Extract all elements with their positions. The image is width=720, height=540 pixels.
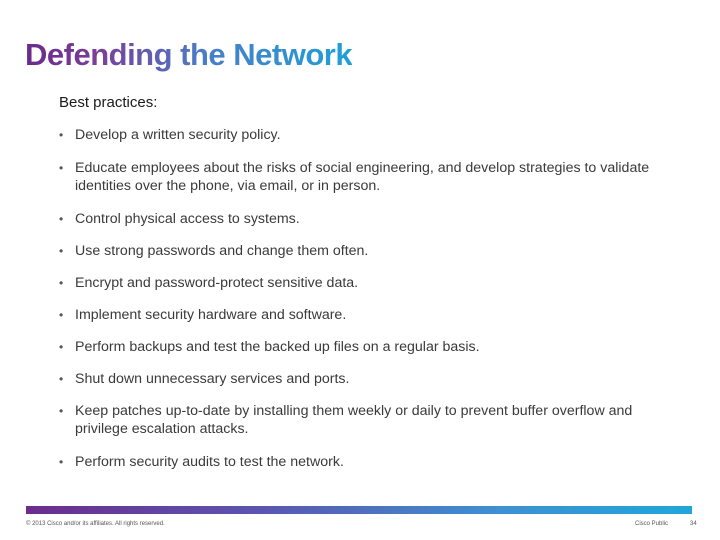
list-item-text: Use strong passwords and change them often. bbox=[75, 243, 369, 259]
bullet-icon: • bbox=[59, 212, 64, 226]
footer-copyright: © 2013 Cisco and/or its affiliates. All rights reserved. bbox=[26, 521, 165, 527]
list-item-text: Educate employees about the risks of social engineering, and develop strategies to validate identities over the phone, via email, or in person. bbox=[75, 160, 650, 194]
page-number: 34 bbox=[690, 521, 697, 527]
bullet-icon: • bbox=[59, 372, 64, 386]
bullet-icon: • bbox=[59, 340, 64, 354]
list-item bbox=[57, 126, 687, 144]
bullet-icon: • bbox=[59, 455, 64, 469]
list-item-text: Develop a written security policy. bbox=[75, 127, 281, 143]
list-item-text: Shut down unnecessary services and ports. bbox=[75, 371, 350, 387]
list-item bbox=[57, 338, 687, 356]
bullet-icon: • bbox=[59, 128, 64, 142]
slide-title: Defending the Network bbox=[25, 37, 353, 72]
bullet-icon: • bbox=[59, 276, 64, 290]
list-item bbox=[57, 210, 687, 228]
footer-gradient-bar bbox=[26, 506, 692, 514]
bullet-icon: • bbox=[59, 244, 64, 258]
list-item bbox=[57, 242, 687, 260]
list-item bbox=[57, 453, 687, 471]
list-item bbox=[57, 306, 687, 324]
list-item bbox=[57, 402, 687, 438]
list-item-text: Keep patches up-to-date by installing them weekly or daily to prevent buffer overflow and privilege escalation attacks. bbox=[75, 403, 633, 437]
bullet-icon: • bbox=[59, 161, 64, 175]
bullet-icon: • bbox=[59, 308, 64, 322]
list-item bbox=[57, 159, 687, 195]
list-item bbox=[57, 370, 687, 388]
bullet-icon: • bbox=[59, 404, 64, 418]
list-item-text: Control physical access to systems. bbox=[75, 211, 300, 227]
list-item bbox=[57, 274, 687, 292]
list-item-text: Perform security audits to test the network. bbox=[75, 454, 344, 470]
list-item-text: Implement security hardware and software. bbox=[75, 307, 347, 323]
list-item-text: Encrypt and password-protect sensitive data. bbox=[75, 275, 359, 291]
section-subheading: Best practices: bbox=[59, 94, 158, 111]
footer-classification: Cisco Public bbox=[635, 521, 669, 527]
best-practices-list bbox=[57, 124, 687, 471]
list-item-text: Perform backups and test the backed up files on a regular basis. bbox=[75, 339, 480, 355]
